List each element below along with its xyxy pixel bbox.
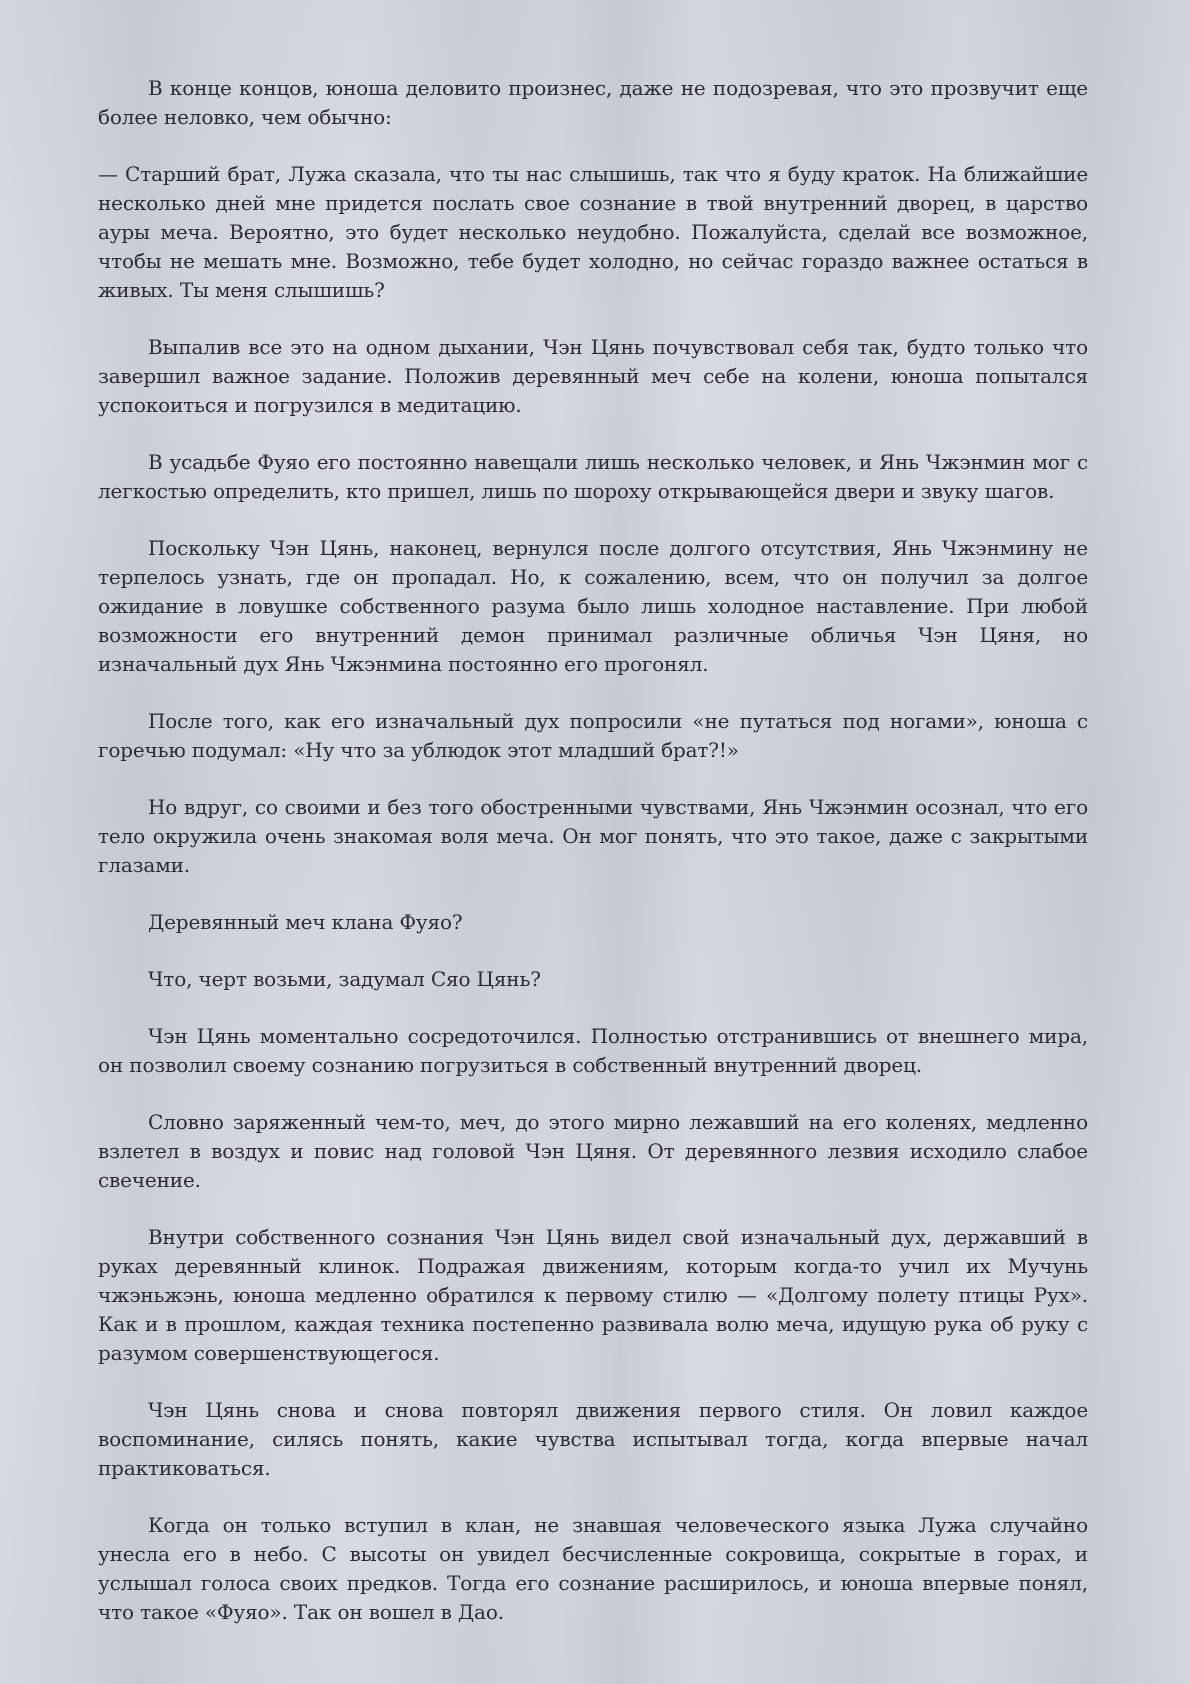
paragraph: В усадьбе Фуяо его постоянно навещали лишь несколько человек, и Янь Чжэнмин мог с легкостью определить, кто пришел, лишь по шороху открывающейся двери и звуку шагов. [98, 450, 1088, 503]
paragraph: Чэн Цянь моментально сосредоточился. Полностью отстранившись от внешнего мира, он позволил своему сознанию погрузиться в собственный внутренний дворец. [98, 1024, 1088, 1077]
paragraph: После того, как его изначальный дух попросили «не путаться под ногами», юноша с горечью подумал: «Ну что за ублюдок этот младший брат?!» [98, 709, 1088, 762]
paragraph: Когда он только вступил в клан, не знавшая человеческого языка Лужа случайно унесла его в небо. С высоты он увидел бесчисленные сокровища, сокрытые в горах, и услышал голоса своих предков. Тогда его сознание расширилось, и юноша впервые понял, что такое «Фуяо». Так он вошел в Дао. [98, 1513, 1088, 1624]
paragraph: Словно заряженный чем-то, меч, до этого мирно лежавший на его коленях, медленно взлетел в воздух и повис над головой Чэн Цяня. От деревянного лезвия исходило слабое свечение. [98, 1110, 1088, 1192]
paragraph: Что, черт возьми, задумал Сяо Цянь? [148, 967, 541, 991]
paragraph: Внутри собственного сознания Чэн Цянь видел свой изначальный дух, державший в руках деревянный клинок. Подражая движениям, которым когда-то учил их Мучунь чжэньжэнь, юноша медленно обратился к первому стилю — «Долгому полету птицы Рух». Как и в прошлом, каждая техника постепенно развивала волю меча, идущую рука об руку с разумом совершенствующегося. [98, 1225, 1088, 1365]
paragraph: Чэн Цянь снова и снова повторял движения первого стиля. Он ловил каждое воспоминание, силясь понять, какие чувства испытывал тогда, когда впервые начал практиковаться. [98, 1398, 1088, 1480]
paragraph: — Старший брат, Лужа сказала, что ты нас слышишь, так что я буду краток. На ближайшие несколько дней мне придется послать свое сознание в твой внутренний дворец, в царство ауры меча. Вероятно, это будет несколько неудобно. Пожалуйста, сделай все возможное, чтобы не мешать мне. Возможно, тебе будет холодно, но сейчас гораздо важнее остаться в живых. Ты меня слышишь? [98, 162, 1088, 302]
paragraph: Поскольку Чэн Цянь, наконец, вернулся после долгого отсутствия, Янь Чжэнмину не терпелось узнать, где он пропадал. Но, к сожалению, всем, что он получил за долгое ожидание в ловушке собственного разума было лишь холодное наставление. При любой возможности его внутренний демон принимал различные обличья Чэн Цяня, но изначальный дух Янь Чжэнмина постоянно его прогонял. [98, 536, 1088, 676]
document-page [98, 74, 1088, 1655]
paragraph: Деревянный меч клана Фуяо? [148, 910, 463, 934]
paragraph: Но вдруг, со своими и без того обостренными чувствами, Янь Чжэнмин осознал, что его тело окружила очень знакомая воля меча. Он мог понять, что это такое, даже с закрытыми глазами. [98, 795, 1088, 877]
paragraph: В конце концов, юноша деловито произнес, даже не подозревая, что это прозвучит еще более неловко, чем обычно: [98, 76, 1088, 129]
paragraph: Выпалив все это на одном дыхании, Чэн Цянь почувствовал себя так, будто только что завершил важное задание. Положив деревянный меч себе на колени, юноша попытался успокоиться и погрузился в медитацию. [98, 335, 1088, 417]
